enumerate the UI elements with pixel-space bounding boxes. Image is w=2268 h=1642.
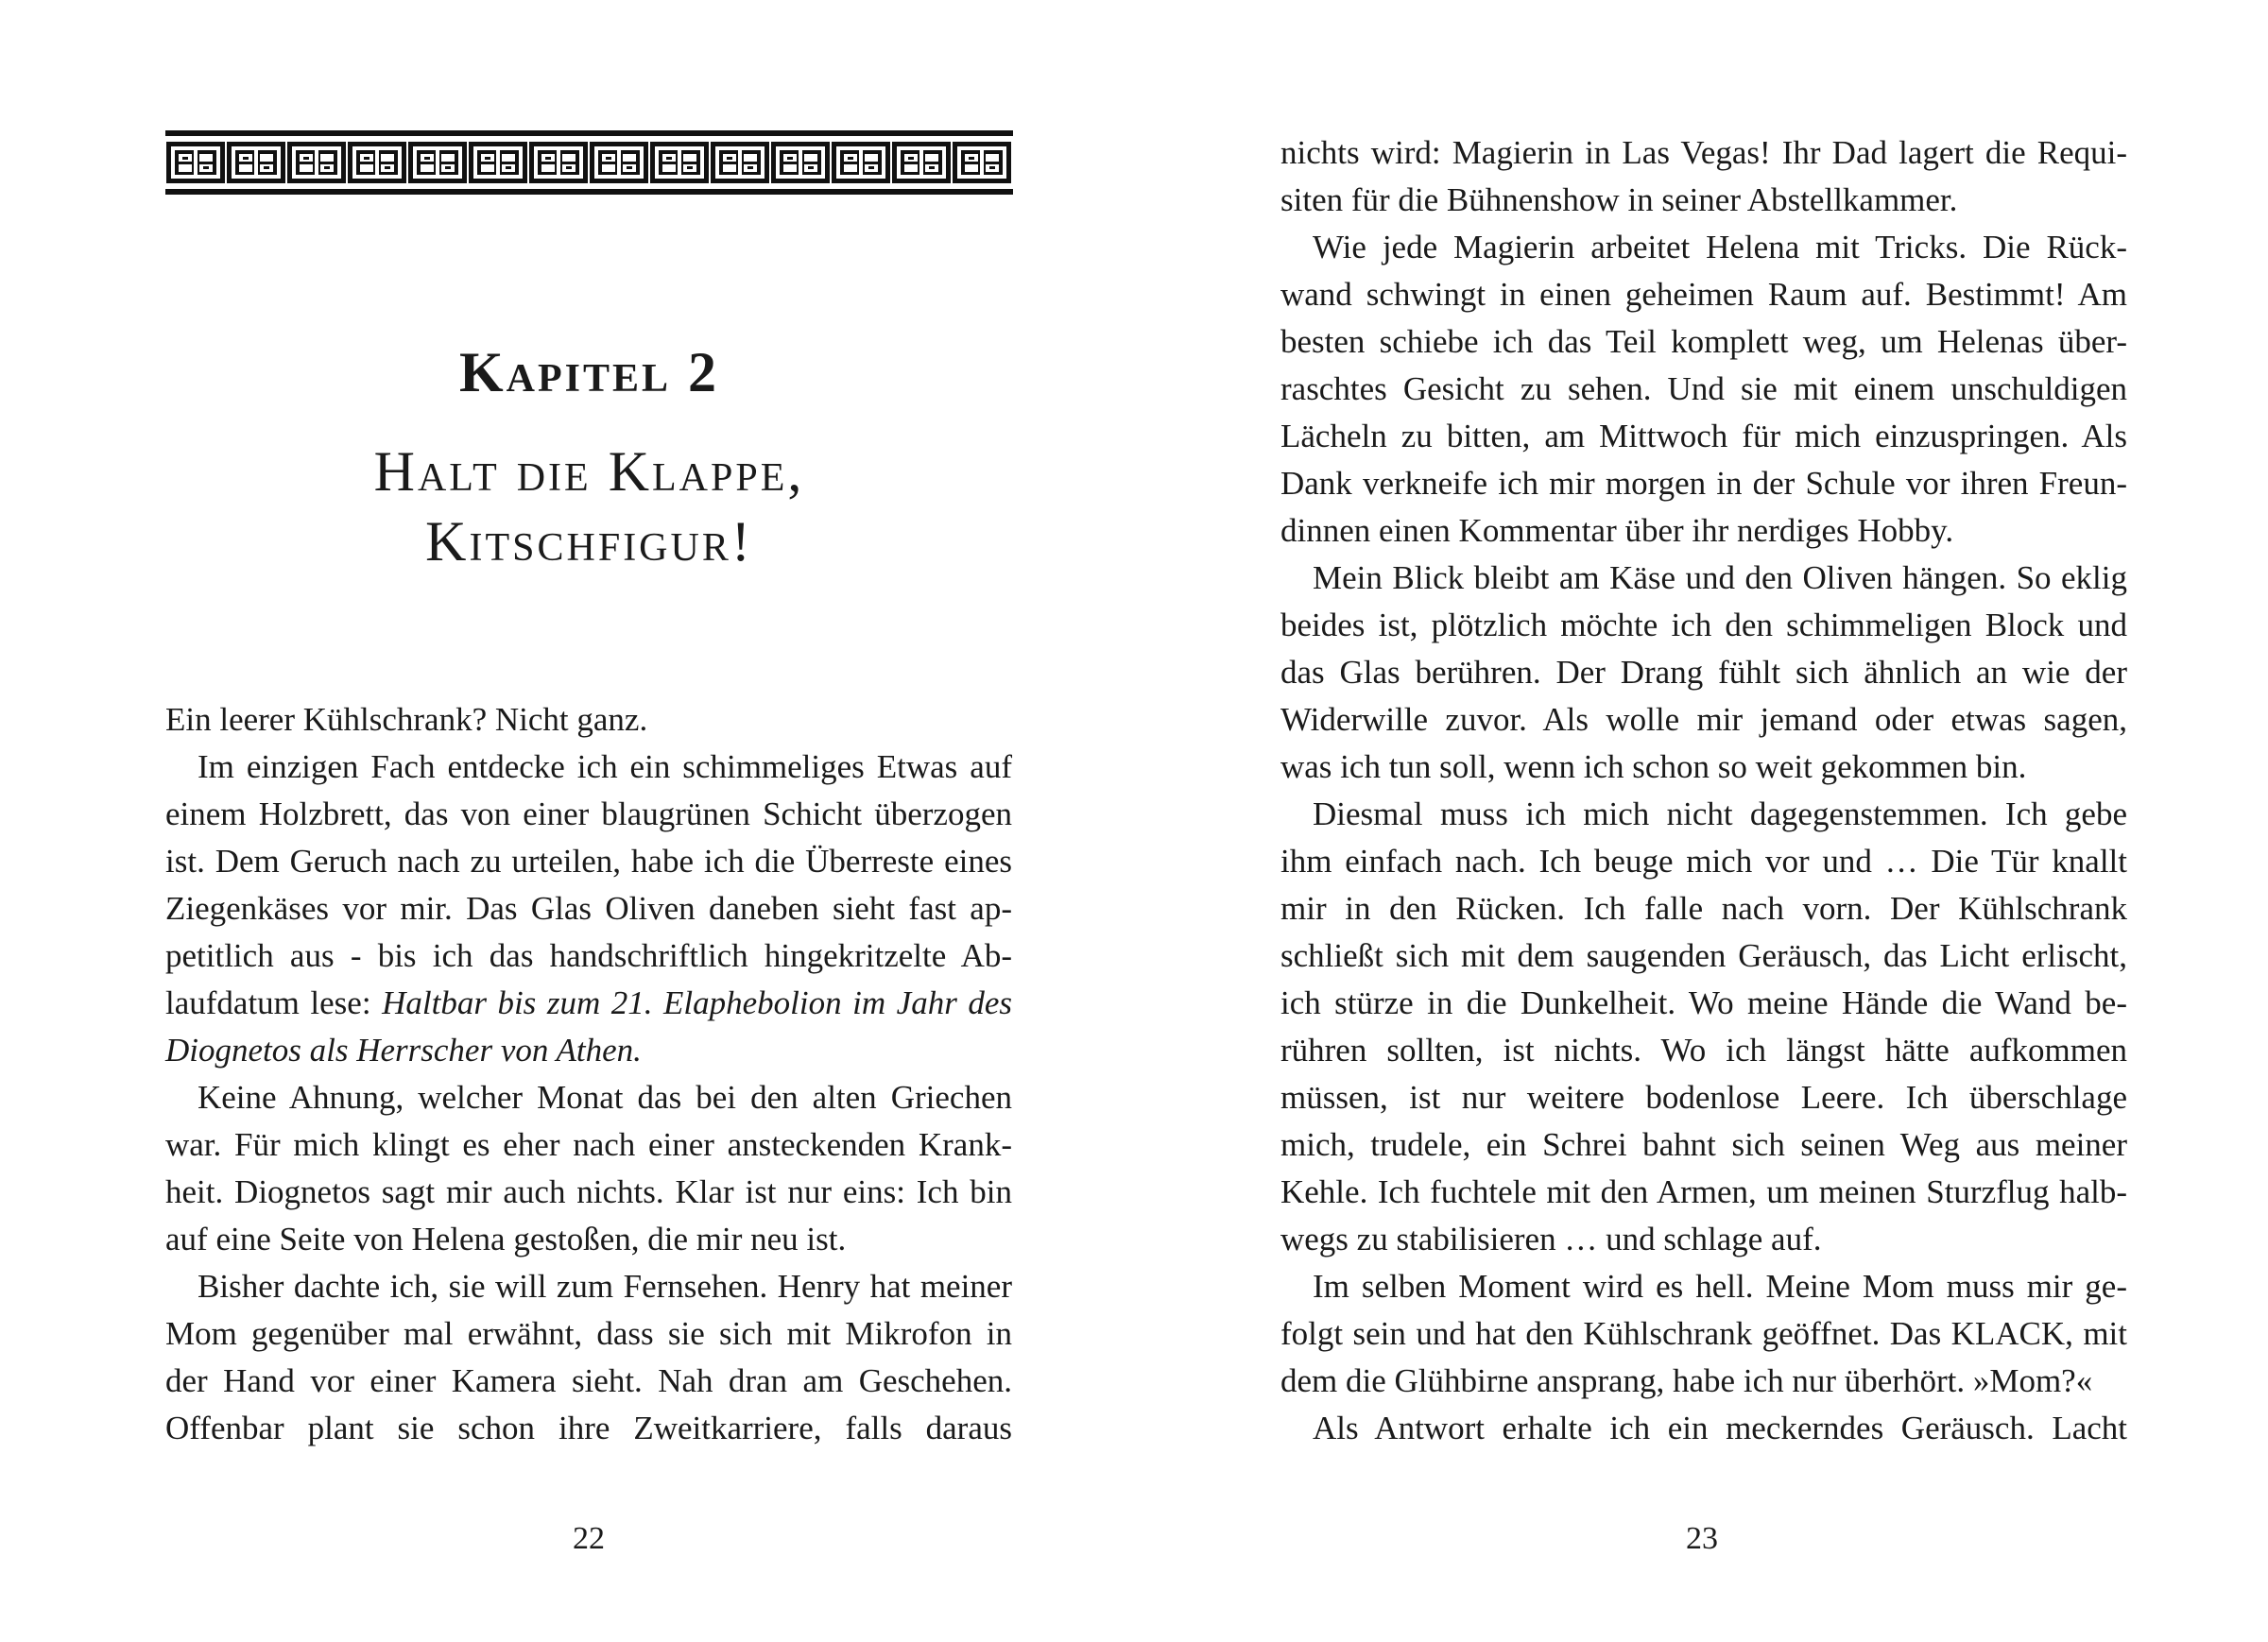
text-line: Bisher dachte ich, sie will zum Fernsehen. Henry hat meiner [198,1268,1012,1305]
greek-key-border-ornament [165,130,1013,195]
text-line: dem die Glühbirne ansprang, habe ich nur überhört. »Mom?« [1280,1362,2093,1399]
text-line: Als Antwort erhalte ich ein meckerndes Geräusch. Lacht [1313,1410,2127,1446]
text-line [165,1027,1012,1074]
text-line: ich stürze in die Dunkelheit. Wo meine Hände die Wand be- [1280,984,2127,1021]
text-line: Keine Ahnung, welcher Monat das bei den alten Griechen [198,1079,1012,1116]
text-line: ihm einfach nach. Ich beuge mich vor und … Die Tür knallt [1280,843,2127,880]
text-line: Ziegenkäses vor mir. Das Glas Oliven daneben sieht fast ap- [165,890,1012,927]
text-line: Offenbar plant sie schon ihre Zweitkarriere, falls daraus [165,1410,1012,1446]
italic-text: Haltbar bis zum 21. Elaphebolion im Jahr des [382,984,1012,1021]
text-line: war. Für mich klingt es eher nach einer ansteckenden Krank- [165,1126,1012,1163]
chapter-title-line: Kitschfigur! [425,510,753,573]
text-line: Im selben Moment wird es hell. Meine Mom muss mir ge- [1313,1268,2127,1305]
text-line: Lächeln zu bitten, am Mittwoch für mich einzuspringen. Als [1280,418,2127,454]
text-line: petitlich aus - bis ich das handschriftlich hingekritzelte Ab- [165,937,1012,974]
page-number: 22 [573,1521,605,1556]
italic-text: Diognetos als Herrscher von Athen. [165,1032,642,1069]
text-line: auf eine Seite von Helena gestoßen, die mir neu ist. [165,1221,847,1257]
text-line: Wie jede Magierin arbeitet Helena mit Tricks. Die Rück- [1313,229,2127,265]
text-line: siten für die Bühnenshow in seiner Abstellkammer. [1280,181,1958,218]
text-line: mich, trudele, ein Schrei bahnt sich seinen Weg aus meiner [1280,1126,2127,1163]
text-line: mir in den Rücken. Ich falle nach vorn. Der Kühlschrank [1280,890,2127,927]
text-line: Diesmal muss ich mich nicht dagegenstemmen. Ich gebe [1313,795,2127,832]
text-line: schließt sich mit dem saugenden Geräusch, das Licht erlischt, [1280,937,2127,974]
right-page [1134,0,2268,1642]
text-line: das Glas berühren. Der Drang fühlt sich ähnlich an wie der [1280,654,2127,691]
body-text [1280,129,2127,1452]
text-line: Mom gegenüber mal erwähnt, dass sie sich mit Mikrofon in [165,1315,1012,1352]
text-line: der Hand vor einer Kamera sieht. Nah dran am Geschehen. [165,1362,1012,1399]
text-line: ist. Dem Geruch nach zu urteilen, habe ich die Überreste eines [165,843,1012,880]
text-line: dinnen einen Kommentar über ihr nerdiges Hobby. [1280,512,1954,549]
text-line: nichts wird: Magierin in Las Vegas! Ihr Dad lagert die Requi- [1280,134,2127,171]
text-line: Ein leerer Kühlschrank? Nicht ganz. [165,701,648,738]
text-line: Kehle. Ich fuchtele mit den Armen, um meinen Sturzflug halb- [1280,1173,2127,1210]
page-number: 23 [1686,1521,1718,1556]
text-line: beides ist, plötzlich möchte ich den schimmeligen Block und [1280,607,2127,643]
chapter-number: Kapitel 2 [458,341,720,403]
text-line: rühren sollten, ist nichts. Wo ich längst hätte aufkommen [1280,1032,2127,1069]
text-line: folgt sein und hat den Kühlschrank geöffnet. Das KLACK, mit [1280,1315,2127,1352]
chapter-title-line: Halt die Klappe, [373,440,805,503]
text-line: heit. Diognetos sagt mir auch nichts. Klar ist nur eins: Ich bin [165,1173,1012,1210]
text-line: wand schwingt in einen geheimen Raum auf. Bestimmt! Am [1280,276,2127,313]
text-line: Im einzigen Fach entdecke ich ein schimmeliges Etwas auf [198,748,1012,785]
text-line: besten schiebe ich das Teil komplett weg, um Helenas über- [1280,323,2127,360]
text-line: raschtes Gesicht zu sehen. Und sie mit einem unschuldigen [1280,370,2127,407]
text-line: wegs zu stabilisieren … und schlage auf. [1280,1221,1822,1257]
text-line: einem Holzbrett, das von einer blaugrünen Schicht überzogen [165,795,1012,832]
text-line: Dank verkneife ich mir morgen in der Schule vor ihren Freun- [1280,465,2127,502]
text-line: Mein Blick bleibt am Käse und den Oliven hängen. So eklig [1313,559,2127,596]
text-line: was ich tun soll, wenn ich schon so weit gekommen bin. [1280,748,2027,785]
text-line: laufdatum lese: Haltbar bis zum 21. Elaphebolion im Jahr des [165,984,1012,1021]
body-text [165,696,1012,1452]
text-line: Widerwille zuvor. Als wolle mir jemand oder etwas sagen, [1280,701,2127,738]
text-line: müssen, ist nur weitere bodenlose Leere. Ich überschlage [1280,1079,2127,1116]
